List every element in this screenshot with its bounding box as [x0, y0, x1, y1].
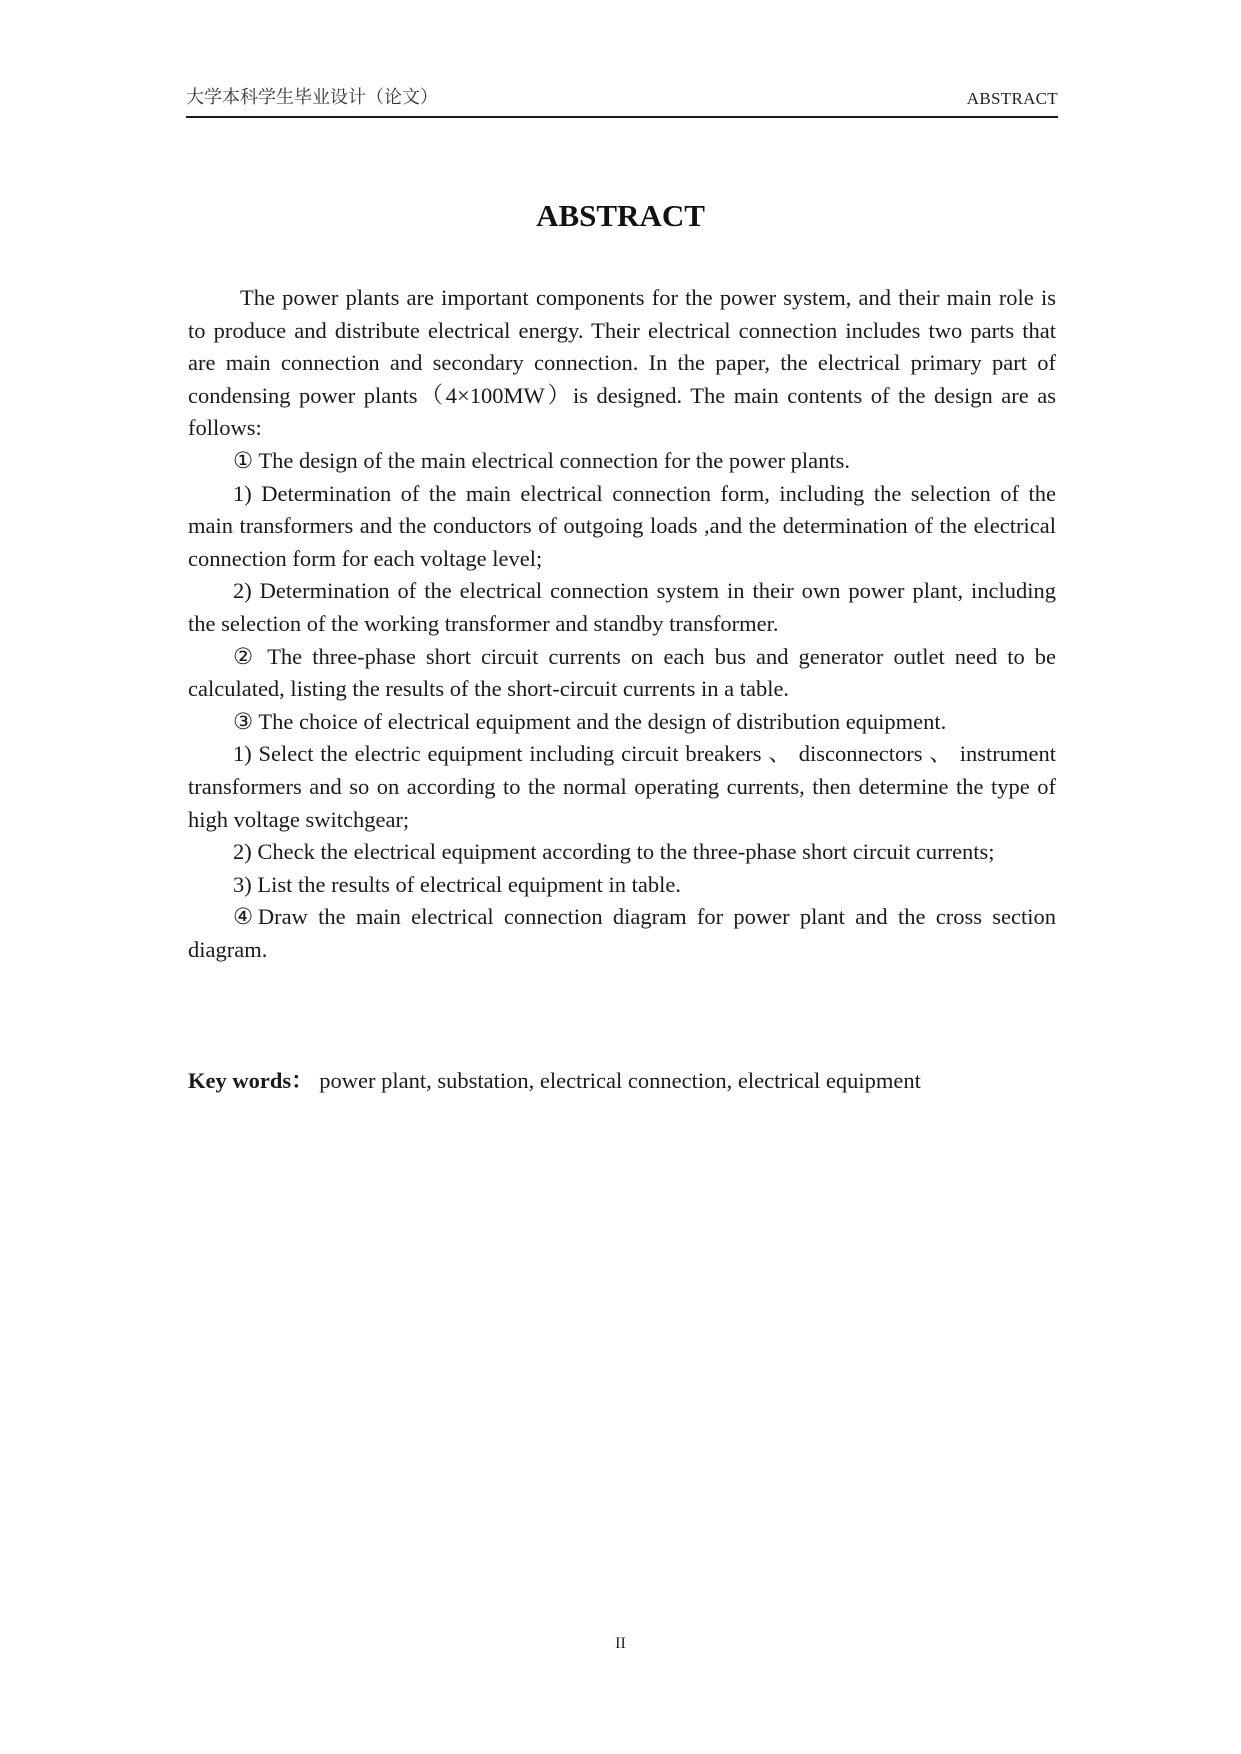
abstract-item-1-sub-1: 1) Determination of the main electrical connection form, including the selection of the main transformers and the conductors of outgoing loads ,and the determination of the electrical connection form for each voltage level; [188, 480, 1056, 571]
abstract-paragraph-intro: The power plants are important components for the power system, and their main role is to produce and distribute electrical energy. Their electrical connection includes two parts that are main connection and secondary connection. In the paper, the electrical primary part of condensing power plants（4×100MW）is designed. The main contents of the design are as follows: [188, 285, 1056, 441]
abstract-item-3-sub-2: 2) Check the electrical equipment according to the three-phase short circuit currents; [233, 839, 995, 865]
abstract-item-3: ③ The choice of electrical equipment and the design of distribution equipment. [233, 708, 947, 734]
abstract-item-3-sub-1: 1) Select the electric equipment including circuit breakers 、 disconnectors 、 instrument transformers and so on according to the normal operating currents, then determine the type of high voltage switchgear; [188, 741, 1056, 832]
header-section-label: ABSTRACT [966, 89, 1058, 108]
abstract-item-2: ② The three-phase short circuit currents on each bus and generator outlet need to be calculated, listing the results of the short-circuit currents in a table. [188, 643, 1056, 702]
page-title: ABSTRACT [536, 198, 705, 233]
page-number: II [615, 1635, 626, 1652]
keywords-line [188, 1065, 1056, 1097]
keywords-label: Key words： [188, 1068, 314, 1093]
header-thesis-label: 大学本科学生毕业设计（论文） [186, 87, 438, 108]
keywords-text: power plant, substation, electrical connection, electrical equipment [319, 1068, 921, 1093]
abstract-item-1: ① The design of the main electrical connection for the power plants. [233, 447, 851, 473]
abstract-item-3-sub-3: 3) List the results of electrical equipment in table. [233, 871, 681, 897]
page-header [186, 86, 1058, 118]
abstract-item-4: ④Draw the main electrical connection diagram for power plant and the cross section diagram. [188, 904, 1056, 962]
abstract-body [188, 282, 1056, 966]
abstract-item-1-sub-2: 2) Determination of the electrical connection system in their own power plant, including the selection of the working transformer and standby transformer. [188, 578, 1056, 636]
